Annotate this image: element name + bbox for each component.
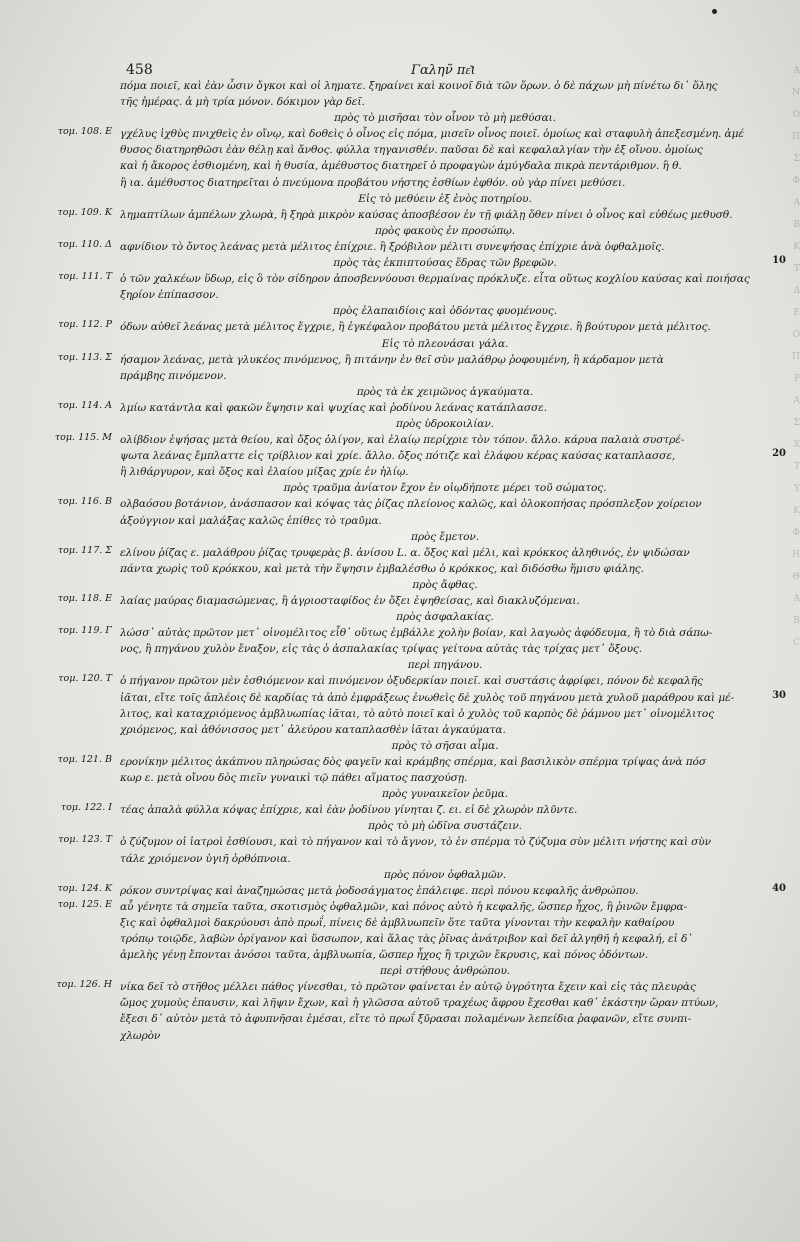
text-line: τρόπῳ τοιῷδε, λαβὼν ὀρίγανον καὶ ὕσσωπον, καὶ ἅλας τὰς ῥῖνας ἀνάτριβον καὶ δεῖ ἀλγηθῆ ἡ κεφαλή, εἰ δ᾽ — [120, 932, 693, 945]
section-heading: Εἰς τὸ μεθύειν ἐξ ἑνὸς ποτηρίου. — [358, 192, 532, 205]
recipe-entry — [57, 206, 770, 223]
running-head: Γαλην̃ πε͂ι — [411, 63, 476, 78]
text-line: θυσος διατηρηθῶσι ἐὰν θέλῃ καὶ ἄνθος. φύλλα τηγανισθέν. παῦσαι δὲ καὶ κεφαλαλγίαν τὴν ἐξ οἴνου. ὁμοίως — [120, 144, 703, 157]
text-line: ὁ ζύζυμον οἱ ἰατροὶ ἐσθίουσι, καὶ τὸ πήγανον καὶ τὸ ἄγνον, τὸ ἐν σπέρμα τὸ ζύζυμα σὺν μέλιτι νήστης καὶ σὺν — [120, 836, 711, 849]
recipe-entry — [57, 753, 770, 786]
line-number-20: 20 — [772, 448, 786, 460]
recipe-entry — [57, 544, 770, 577]
recipe-entry — [57, 898, 770, 963]
recipe-entry — [58, 271, 770, 303]
text-line: όδων αὐθεῖ λεάνας μετὰ μέλιτος ἔγχριε, ἢ ἐγκέφαλον προβάτου μετὰ μέλιτος ἔγχριε. ἢ βούτυρον μετὰ μέλιτος. — [120, 321, 711, 334]
section-heading: περὶ στήθους ἀνθρώπου. — [379, 965, 511, 978]
text-line: τάλε χριόμενον ὑγιῆ ὀρθόπνοια. — [120, 852, 291, 865]
text-line: ἔξεσι δ᾽ αὐτὸν μετὰ τὸ ἀφυπνῆσαι ἐμέσαι, εἴτε τὸ πρωΐ ξῦρασαι πολαμένων λεπείδια ῥαφανῶν, εἴτε συνπι- — [120, 1013, 692, 1026]
text-paragraph — [120, 78, 770, 110]
bleed-letter: X — [793, 440, 800, 450]
text-line: ἢ ια. ἀμέθυστος διατηρεῖται ὁ πνεύμονα προβάτου νήστης ἐσθίων ἐφθόν. οὐ γὰρ πίνει μεθύσει. — [120, 176, 626, 189]
section-heading: πρὸς ἄφθας. — [412, 578, 478, 591]
margin-reference: τομ. 110. Δ — [57, 238, 112, 250]
recipe-entry — [57, 126, 770, 190]
margin-reference: τομ. 112. P — [58, 319, 112, 331]
line-number-10: 10 — [772, 255, 786, 267]
margin-reference: τομ. 125. E — [57, 898, 112, 910]
text-line: ἰᾶται, εἴτε τοῖς ἀπλέοις δὲ καρδίας τὰ ἀπὸ ἐμφράξεως ἐνωθεὶς δὲ χυλὸς τοῦ πηγάνου μετὰ χυλοῦ μαράθρου καὶ μέ- — [120, 691, 735, 704]
margin-reference: τομ. 126. H — [56, 979, 112, 991]
recipe-entry — [58, 625, 770, 657]
recipe-entry — [56, 979, 770, 1043]
margin-reference: τομ. 117. Σ — [57, 544, 112, 556]
line-number-40: 40 — [772, 883, 786, 894]
section-heading: πρὸς τὸ μὴ ὠδῖνα συστάζειν. — [368, 820, 522, 833]
text-line: ὁ τῶν χαλκέων ὕδωρ, εἰς ὃ τὸν σίδηρον ἀποσβεννύουσι θερμαίνας πρόκλυζε. εἶτα οὕτως κοχλίου καύσας καὶ ποιήσας — [120, 273, 750, 286]
text-line: ολίβδιον ἑψήσας μετὰ θείου, καὶ ὄξος ὀλίγον, καὶ ἐλαίῳ περίχριε τὸν τόπον. ἄλλο. κάρυα παλαιὰ συστρέ- — [120, 434, 685, 447]
bleed-letter: A — [793, 396, 800, 406]
section-heading: περὶ πηγάνου. — [407, 659, 483, 672]
bleed-letter: Θ — [792, 572, 800, 582]
bleed-letter: P — [793, 374, 800, 384]
bleed-letter: Σ — [793, 418, 800, 428]
ink-dot — [712, 9, 717, 14]
bleed-letter: Π — [792, 352, 800, 362]
text-line: ἢ λιθάργυρον, καὶ ὄξος καὶ ἐλαίου μίξας χρίε ἐν ἡλίῳ. — [120, 466, 409, 479]
text-line: νος, ἢ πηγάνου χυλὸν ἔναξον, εἰς τὰς ὁ ἀσπαλακίας τρίψας γείτονα αὐτὰς τὰς τρίχας μετ᾽ ὄξους. — [120, 643, 643, 656]
text-line: λιτος, καὶ καταχριόμενος ἀμβλυωπίας ἰᾶται, τὸ αὐτὸ ποιεῖ καὶ ὁ χυλὸς τοῦ καρπὸς δὲ ῥάμνου μετ᾽ οἰνομέλιτος — [120, 707, 715, 720]
recipe-entry — [57, 882, 770, 899]
recipe-entry — [58, 673, 770, 737]
recipe-entry — [57, 351, 770, 384]
line-number-30: 30 — [772, 689, 786, 701]
text-line: λημαπτίλων ἀμπέλων χλωρὰ, ἢ ξηρὰ μικρὸν καύσας ἀποσβέσον ἐν τῇ φιάλῃ ὅθεν πίνει ὁ οἶνος καὶ εὐθέως μεθυσθ. — [120, 208, 733, 221]
margin-reference: τομ. 108. E — [57, 126, 112, 138]
bleed-letter: N — [792, 88, 800, 98]
text-line: ξις καὶ ὀφθαλμοὶ δακρύουσι ἀπὸ πρωΐ, πίνεις δὲ ἀμβλυωπεῖν ὅτε ταῦτα γίνονται τὴν κεφαλὴν καθαίρου — [120, 916, 675, 929]
margin-reference: τομ. 123. T — [58, 834, 112, 846]
recipe-entry — [58, 834, 770, 866]
text-line: καὶ ἡ ἄκορος ἐσθιομένη, καὶ ἡ θυσία, ἀμέθυστος διατηρεῖ ὁ προφαγὼν ἀμύγδαλα πικρὰ πεντάριθμον. ἢ θ. — [120, 160, 682, 173]
bleed-letter: B — [793, 220, 800, 230]
section-heading: πρὸς τὸ μισῆσαι τὸν οἶνον τὸ μὴ μεθύσαι. — [334, 112, 556, 125]
text-line: αφνίδιον τὸ ὄντος λεάνας μετὰ μέλιτος ἐπίχριε. ἢ ξρόβιλον μέλιτι συνεψήσας ἐπίχριε ἀνὰ ὀφθαλμοῖς. — [120, 240, 665, 253]
section-heading: πρὸς ὑδροκοιλίαν. — [396, 417, 494, 430]
margin-reference: τομ. 109. K — [57, 206, 112, 218]
text-line: λαίας μαύρας διαμασώμενας, ἢ ἀγριοσταφίδος ἐν ὄξει ἑψηθείσας, καὶ διακλυζόμεναι. — [120, 595, 580, 607]
bleed-letter: H — [792, 550, 800, 560]
text-line: χριόμενος, καὶ ἀθόνισσος μετ᾽ ἀλεύρου καταπλασθὲν ἰᾶται ἀγκαύματα. — [120, 723, 506, 736]
text-line: πράμβης πινόμενον. — [120, 369, 227, 382]
text-line: ὁ πήγανον πρῶτον μὲν ἐσθιόμενον καὶ πινόμενον ὀξυδερκίαν ποιεῖ. καὶ συστάσις ἀφρίφει, πόνον δὲ κεφαλῆς — [120, 675, 703, 688]
margin-reference: τομ. 124. K — [57, 882, 112, 894]
section-heading: πρὸς ἐλαπαιδίοις καὶ ὀδόντας φυομένους. — [332, 305, 558, 318]
bleed-letter: C — [793, 638, 800, 648]
bleed-letter: O — [792, 330, 800, 340]
margin-reference: τομ. 111. T — [58, 271, 112, 283]
margin-reference: τομ. 120. T — [58, 673, 112, 685]
bleed-letter: Φ — [792, 528, 800, 538]
section-heading: πρὸς ἔμετον. — [411, 530, 479, 543]
section-heading: πρὸς τὰς ἐκπιπτούσας ἕδρας τῶν βρεφῶν. — [333, 257, 557, 270]
bleed-letter: T — [793, 264, 800, 274]
margin-reference: τομ. 114. A — [57, 399, 112, 411]
text-line: πόμα ποιεῖ, καὶ ἐὰν ὦσιν ὄγκοι καὶ οἱ ληματε. ξηραίνει καὶ κοινοῖ διὰ τῶν ὅρων. ὁ δὲ πάχων μὴ πίνέτω δι᾽ ὅλης — [120, 80, 718, 92]
bleed-letter: A — [793, 198, 800, 208]
section-heading: πρὸς φακοὺς ἐν προσώπῳ. — [374, 224, 516, 237]
margin-reference: τομ. 122. I — [60, 802, 112, 814]
margin-reference: τομ. 119. Γ — [58, 625, 112, 637]
recipe-entry — [57, 399, 770, 416]
margin-reference: τομ. 118. E — [57, 593, 112, 604]
text-line: ἀμελὴς γένῃ ἔπονται ἀνόσοι ταῦτα, ἀμβλυωπία, ὥσπερ ἦχος ἢ τριχῶν ἔκρυσις, καὶ πόνος ὀδόντων. — [120, 949, 649, 962]
section-heading: πρὸς τὸ σῆσαι αἷμα. — [391, 739, 499, 752]
recipe-entry — [57, 496, 770, 528]
text-line: ήσαμον λεάνας, μετὰ γλυκέος πινόμενος, ἢ πιτάνην ἐν θεῖ σὺν μαλάθρῳ ῥοφουμένη, ἢ κάρδαμον μετὰ — [120, 353, 664, 366]
recipe-entry — [54, 432, 770, 480]
section-heading: πρὸς τὰ ἐκ χειμῶνος ἀγκαύματα. — [356, 385, 534, 398]
bleed-letter: O — [792, 110, 800, 120]
text-line: ελίνου ῥίζας ε. μαλάθρου ῥίζας τρυφερὰς β. ἀνίσου L. α. ὄξος καὶ μέλι, καὶ κρόκκος ἀληθινός, ἐν ψιδώσαν — [120, 546, 690, 559]
text-line: νίκα δεῖ τὸ στῆθος μέλλει πάθος γίνεσθαι, τὸ πρῶτον φαίνεται ἐν αὐτῷ ὑγρότητα ἔχειν καὶ εἰς τὰς πλευρὰς — [120, 981, 696, 994]
bleed-letter: Φ — [792, 176, 800, 186]
page-text — [54, 78, 770, 1044]
text-line: ἀξούγγιον καὶ μαλάξας καλῶς ἐπίθες τὸ τραῦμα. — [120, 514, 382, 527]
margin-reference: τομ. 113. Σ — [57, 351, 112, 363]
text-line: χλωρὸν — [120, 1029, 161, 1042]
bleed-letter: Δ — [793, 286, 800, 296]
text-line: ξηρίον ἐπίπασσον. — [120, 289, 219, 302]
recipe-entry — [60, 802, 770, 818]
bleed-letter: K — [793, 242, 800, 252]
text-line: πάντα χωρὶς τοῦ κρόκκου, καὶ μετὰ τὴν ἕψησιν ἐμβαλέσθω ὁ κρόκκος, καὶ διδόσθω ἥμισυ φιάλης. — [120, 562, 644, 575]
recipe-entry — [57, 593, 770, 609]
bleed-letter: A — [793, 594, 800, 604]
page-number: 458 — [126, 62, 153, 78]
text-line: ψωτα λεάνας ἔμπλαττε εἰς τρίβλιον καὶ χρίε. ἄλλο. ὄξος πότιζε καὶ ἐλάφου κέρας καύσας καταπλασσε, — [120, 450, 676, 463]
text-line: λώσσ᾽ αὐτὰς πρῶτον μετ᾽ οἰνομέλιτος εἶθ᾽ οὕτως ἐμβάλλε χολὴν βοίαν, καὶ λαγωὸς ἀφόδευμα, ἢ τὸ διὰ σάπω- — [120, 627, 713, 640]
section-heading: πρὸς τραῦμα ἀνίατον ἔχον ἐν οἱῳδήποτε μέρει τοῦ σώματος. — [283, 482, 607, 495]
text-line: ερονίκην μέλιτος ἀκάπνου πληρώσας δὸς φαγεῖν καὶ κράμβης σπέρμα, καὶ βασιλικὸν σπέρμα τρίψας ἀνὰ πόσ — [120, 755, 706, 768]
recipe-entry — [57, 238, 770, 255]
bleed-letter: T — [793, 462, 800, 472]
section-heading: πρὸς πόνον ὀφθαλμῶν. — [383, 868, 507, 881]
bleed-letter: B — [793, 616, 800, 626]
text-line: κωρ ε. μετὰ οἴνου δὸς πιεῖν γυναικὶ τῷ πάθει αἵματος πασχούσῃ. — [120, 772, 468, 785]
section-heading: πρὸς ἀσφαλακίας. — [396, 611, 494, 624]
margin-reference: τομ. 116. B — [57, 496, 112, 508]
section-heading: πρὸς γυναικεῖον ῥεῦμα. — [382, 788, 508, 801]
text-line: αὖ γένητε τὰ σημεῖα ταῦτα, σκοτισμὸς ὀφθαλμῶν, καὶ πόνος αὐτὸ ἡ κεφαλῆς, ὥσπερ ἦχος, ἢ ῥινῶν ἔμφρα- — [120, 900, 688, 913]
margin-reference: τομ. 115. M — [54, 432, 112, 444]
recipe-entry — [58, 319, 770, 335]
text-line: τῆς ἡμέρας. ἀ μὴ τρία μόνον. δόκιμον γὰρ δεῖ. — [120, 96, 365, 109]
text-line: ολβαόσου βοτάνιον, ἀνάσπασον καὶ κόψας τὰς ῥίζας πλείονος καλῶς, καὶ ὁλοκοπήσας πρόσπλεξον χοίρειον — [120, 498, 702, 511]
text-line: ρόκον συντρίψας καὶ ἀναζημώσας μετὰ ῥοδοσάγματος ἐπάλειφε. περὶ πόνου κεφαλῆς ἀνθρώπου. — [120, 884, 639, 897]
margin-reference: τομ. 121. B — [57, 753, 112, 765]
bleed-letter: E — [793, 308, 800, 318]
section-heading: Εἰς τὸ πλεονάσαι γάλα. — [381, 337, 509, 350]
text-line: λμίω κατάντλα καὶ φακῶν ἕψησιν καὶ ψυχίας καὶ ῥοδίνου λεάνας κατάπλασσε. — [120, 401, 548, 414]
text-line: γχέλυς ἰχθὺς πνιχθεὶς ἐν οἴνῳ, καὶ δοθεὶς ὁ οἶνος εἰς πόμα, μισεῖν οἶνος ποιεῖ. ὁμοίως καὶ σταφυλὴ ἀπεξεσμένη. ἀμέ — [120, 128, 744, 141]
text-line: ὤμος χυμοὺς ἐπαυσιν, καὶ λῆψιν ἔχων, καὶ ἡ γλῶσσα αὐτοῦ τραχέως ἄφρου ἔχεσθαι καθ᾽ ἑκάστην ὥραν πτύων, — [120, 997, 719, 1010]
bleed-letter: Π — [792, 132, 800, 142]
text-line: τέας ἀπαλὰ φύλλα κόψας ἐπίχριε, καὶ ἐὰν ῥοδίνου γίνηται ζ. ει. εἰ δὲ χλωρὸν πλῦντε. — [120, 804, 578, 817]
bleed-letter: Σ — [793, 154, 800, 164]
bleed-letter: A — [793, 66, 800, 76]
bleed-letter: Υ — [794, 484, 800, 494]
bleed-letter: K — [793, 506, 800, 516]
